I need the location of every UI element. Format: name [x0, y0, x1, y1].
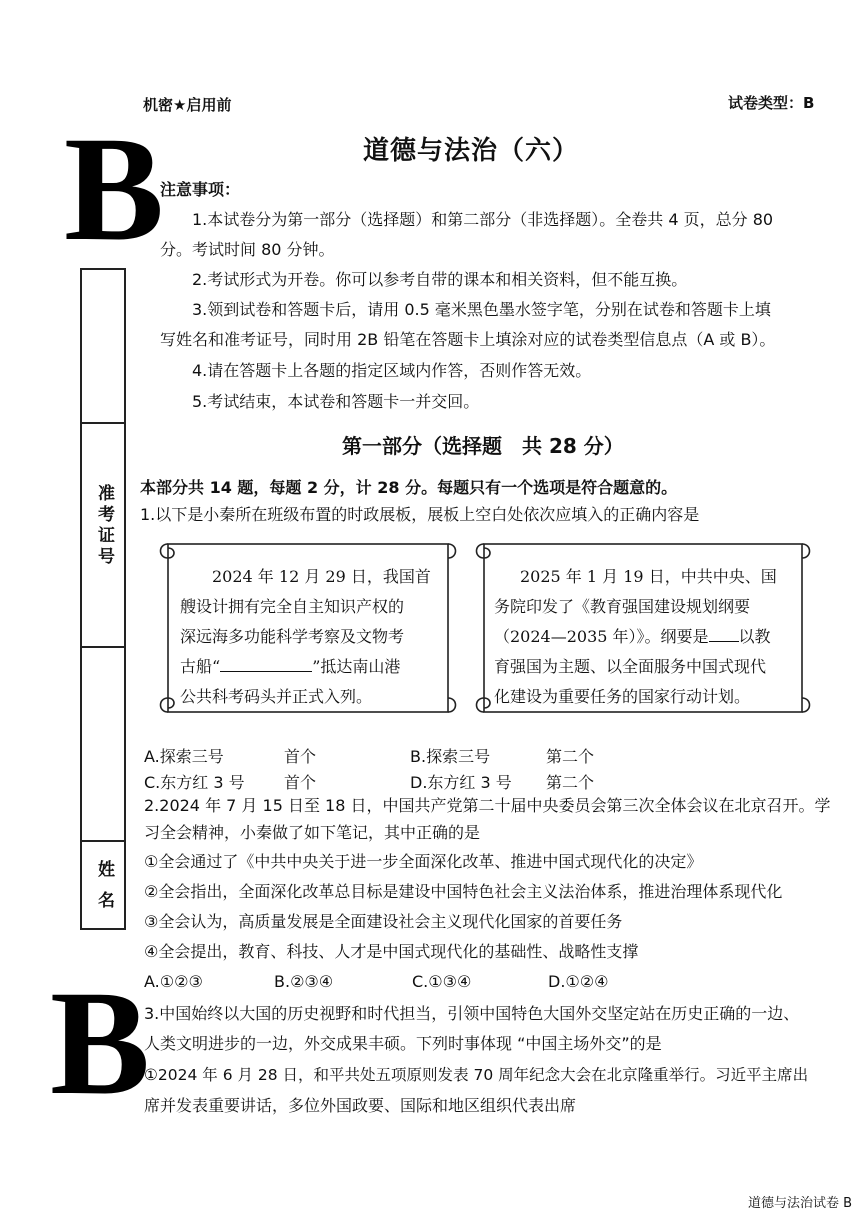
board-left-line: 公共科考码头并正式入列。 [180, 687, 373, 706]
q1-option-c-value: 首个 [284, 773, 317, 792]
answer-blank [709, 625, 739, 642]
q1-option-d-value: 第二个 [546, 773, 595, 792]
question-1-stem: 1.以下是小秦所在班级布置的时政展板，展板上空白处依次应填入的正确内容是 [140, 505, 700, 524]
notes-line: 2.考试形式为开卷。你可以参考自带的课本和相关资料，但不能互换。 [192, 270, 688, 289]
notes-line: 3.领到试卷和答题卡后，请用 0.5 毫米黑色墨水签字笔，分别在试卷和答题卡上填 [192, 300, 771, 319]
board-left-line: 深远海多功能科学考察及文物考 [180, 627, 405, 646]
news-board-right [466, 532, 816, 724]
notes-line: 5.考试结束，本试卷和答题卡一并交回。 [192, 392, 480, 411]
name-label: 姓名 [94, 860, 114, 922]
board-right-line-with-blank [494, 622, 777, 652]
board-right-line: 化建设为重要任务的国家行动计划。 [494, 687, 751, 706]
section-title: 第一部分（选择题 共 28 分） [342, 434, 624, 458]
paper-type-label: 试卷类型：B [728, 94, 815, 112]
big-b-letter-bottom: B [50, 960, 151, 1126]
q1-option-b-key: B.探索三号 [410, 747, 491, 766]
board-right-text: 以教 [738, 627, 771, 646]
q1-option-a-value: 首个 [284, 747, 317, 766]
board-right-line: 育强国为主题、以全面服务中国式现代 [494, 657, 767, 676]
notes-line: 分。考试时间 80 分钟。 [160, 240, 335, 259]
answer-blank [220, 655, 312, 672]
question-2-stem: 习全会精神，小秦做了如下笔记，其中正确的是 [144, 823, 481, 842]
notes-heading: 注意事项： [160, 180, 241, 199]
q3-statement: ①2024 年 6 月 28 日，和平共处五项原则发表 70 周年纪念大会在北京隆重举行。习近平主席出 [144, 1066, 809, 1084]
board-left-line: 艘设计拥有完全自主知识产权的 [180, 597, 405, 616]
binding-box-1 [80, 268, 126, 424]
footer-label: 道德与法治试卷 B [748, 1196, 853, 1211]
section-intro: 本部分共 14 题，每题 2 分，计 28 分。每题只有一个选项是符合题意的。 [140, 478, 678, 497]
notes-line: 1.本试卷分为第一部分（选择题）和第二部分（非选择题）。全卷共 4 页，总分 80 [192, 210, 774, 229]
q2-statement: ①全会通过了《中共中央关于进一步全面深化改革、推进中国式现代化的决定》 [144, 852, 703, 871]
q2-option-b: B.②③④ [274, 972, 334, 991]
board-left-line: 2024 年 12 月 29 日，我国首 [212, 567, 431, 586]
q1-option-b-value: 第二个 [546, 747, 595, 766]
board-right-line: 2025 年 1 月 19 日，中共中央、国 [520, 567, 777, 586]
question-3-stem: 人类文明进步的一边，外交成果丰硕。下列时事体现 “中国主场外交”的是 [144, 1034, 662, 1053]
board-right-text: （2024—2035 年）》。纲要是 [494, 627, 709, 646]
notes-line: 写姓名和准考证号，同时用 2B 铅笔在答题卡上填涂对应的试卷类型信息点（A 或 B）。 [160, 330, 776, 349]
q1-option-c-key: C.东方红 3 号 [144, 773, 245, 792]
page-title: 道德与法治（六） [363, 136, 580, 166]
q2-option-a: A.①②③ [144, 972, 203, 991]
q3-statement: 席并发表重要讲话，多位外国政要、国际和地区组织代表出席 [144, 1096, 577, 1115]
name-box [80, 840, 126, 930]
q1-option-a-key: A.探索三号 [144, 747, 224, 766]
board-left-line-with-blank [180, 652, 431, 682]
exam-number-label: 准考证号 [94, 484, 114, 568]
news-board-left [150, 532, 460, 724]
binding-box-3 [80, 646, 126, 842]
question-3-stem: 3.中国始终以大国的历史视野和时代担当，引领中国特色大国外交坚定站在历史正确的一边、 [144, 1004, 800, 1023]
big-b-letter-top: B [64, 106, 165, 272]
q2-statement: ④全会提出，教育、科技、人才是中国式现代化的基础性、战略性支撑 [144, 942, 639, 961]
q1-option-d-key: D.东方红 3 号 [410, 773, 512, 792]
question-2-stem: 2.2024 年 7 月 15 日至 18 日，中国共产党第二十届中央委员会第三次全体会议在北京召开。学 [144, 796, 831, 815]
q2-option-c: C.①③④ [412, 972, 472, 991]
confidential-mark: 机密★启用前 [143, 96, 232, 114]
board-left-text: ”抵达南山港 [312, 657, 401, 676]
notes-line: 4.请在答题卡上各题的指定区域内作答，否则作答无效。 [192, 361, 592, 380]
q2-statement: ③全会认为，高质量发展是全面建设社会主义现代化国家的首要任务 [144, 912, 623, 931]
board-right-line: 务院印发了《教育强国建设规划纲要 [494, 597, 751, 616]
q2-statement: ②全会指出，全面深化改革总目标是建设中国特色社会主义法治体系，推进治理体系现代化 [144, 882, 783, 901]
q2-option-d: D.①②④ [548, 972, 609, 991]
board-left-text: 古船“ [180, 657, 221, 676]
exam-number-box [80, 422, 126, 648]
